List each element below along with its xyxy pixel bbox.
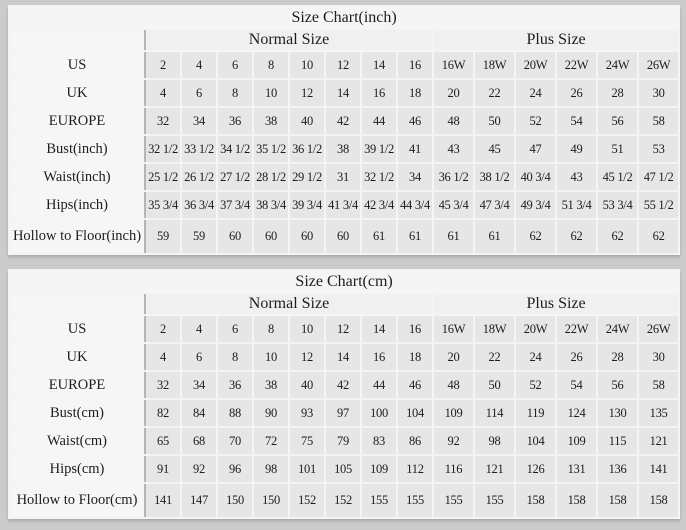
- size-cell: 50: [474, 371, 515, 399]
- size-cell: 35 3/4: [145, 191, 181, 219]
- size-cell: 130: [597, 399, 638, 427]
- row-label: Bust(inch): [9, 135, 145, 163]
- size-cell: 8: [253, 315, 289, 343]
- size-cell: 40 3/4: [515, 163, 556, 191]
- size-cell: 136: [597, 455, 638, 483]
- size-cell: 47 3/4: [474, 191, 515, 219]
- size-cell: 26 1/2: [181, 163, 217, 191]
- size-cell: 93: [289, 399, 325, 427]
- size-cell: 39 3/4: [289, 191, 325, 219]
- size-cell: 28 1/2: [253, 163, 289, 191]
- size-cell: 90: [253, 399, 289, 427]
- size-cell: 40: [289, 371, 325, 399]
- size-cell: 8: [253, 51, 289, 79]
- size-cell: 37 3/4: [217, 191, 253, 219]
- size-cell: 2: [145, 51, 181, 79]
- size-cell: 59: [145, 219, 181, 254]
- size-cell: 109: [433, 399, 474, 427]
- row-label: Hollow to Floor(cm): [9, 483, 145, 518]
- size-cell: 72: [253, 427, 289, 455]
- size-cell: 79: [325, 427, 361, 455]
- size-cell: 48: [433, 371, 474, 399]
- size-cell: 18W: [474, 315, 515, 343]
- size-cell: 60: [217, 219, 253, 254]
- size-cell: 4: [181, 51, 217, 79]
- size-cell: 30: [638, 343, 679, 371]
- size-cell: 53 3/4: [597, 191, 638, 219]
- size-cell: 44: [361, 107, 397, 135]
- size-cell: 32: [145, 371, 181, 399]
- size-cell: 18: [397, 79, 433, 107]
- size-cell: 32: [145, 107, 181, 135]
- size-cell: 24: [515, 79, 556, 107]
- size-chart-inch-body: [9, 51, 679, 254]
- size-cell: 29 1/2: [289, 163, 325, 191]
- size-cell: 109: [556, 427, 597, 455]
- size-cell: 43: [433, 135, 474, 163]
- size-cell: 14: [361, 51, 397, 79]
- size-cell: 41 3/4: [325, 191, 361, 219]
- size-cell: 47: [515, 135, 556, 163]
- size-cell: 52: [515, 371, 556, 399]
- size-cell: 28: [597, 79, 638, 107]
- size-cell: 104: [515, 427, 556, 455]
- size-cell: 100: [361, 399, 397, 427]
- size-cell: 91: [145, 455, 181, 483]
- size-cell: 147: [181, 483, 217, 518]
- size-cell: 20: [433, 343, 474, 371]
- size-cell: 36 1/2: [433, 163, 474, 191]
- size-cell: 60: [289, 219, 325, 254]
- size-cell: 158: [597, 483, 638, 518]
- size-cell: 97: [325, 399, 361, 427]
- size-cell: 42: [325, 107, 361, 135]
- size-cell: 32 1/2: [361, 163, 397, 191]
- size-cell: 41: [397, 135, 433, 163]
- size-cell: 46: [397, 371, 433, 399]
- size-cell: 44 3/4: [397, 191, 433, 219]
- size-cell: 98: [474, 427, 515, 455]
- size-cell: 26W: [638, 315, 679, 343]
- size-cell: 31: [325, 163, 361, 191]
- size-cell: 38 3/4: [253, 191, 289, 219]
- size-cell: 61: [397, 219, 433, 254]
- row-label: Hips(inch): [9, 191, 145, 219]
- size-cell: 158: [515, 483, 556, 518]
- size-cell: 45 3/4: [433, 191, 474, 219]
- size-cell: 60: [253, 219, 289, 254]
- size-cell: 141: [145, 483, 181, 518]
- size-cell: 22: [474, 343, 515, 371]
- size-cell: 45: [474, 135, 515, 163]
- row-label: Hollow to Floor(inch): [9, 219, 145, 254]
- table-row: [9, 371, 679, 399]
- normal-size-header: Normal Size: [145, 293, 433, 315]
- size-cell: 14: [325, 79, 361, 107]
- size-cell: 150: [217, 483, 253, 518]
- size-cell: 20W: [515, 315, 556, 343]
- size-cell: 158: [638, 483, 679, 518]
- size-cell: 28: [597, 343, 638, 371]
- size-cell: 124: [556, 399, 597, 427]
- size-cell: 24: [515, 343, 556, 371]
- size-cell: 84: [181, 399, 217, 427]
- size-cell: 126: [515, 455, 556, 483]
- size-cell: 119: [515, 399, 556, 427]
- size-cell: 62: [556, 219, 597, 254]
- size-cell: 16W: [433, 51, 474, 79]
- size-cell: 109: [361, 455, 397, 483]
- size-cell: 68: [181, 427, 217, 455]
- size-cell: 2: [145, 315, 181, 343]
- size-cell: 155: [397, 483, 433, 518]
- size-cell: 112: [397, 455, 433, 483]
- size-cell: 36 1/2: [289, 135, 325, 163]
- size-cell: 14: [361, 315, 397, 343]
- size-cell: 82: [145, 399, 181, 427]
- size-cell: 92: [181, 455, 217, 483]
- column-group-row: [9, 29, 679, 51]
- row-label: UK: [9, 79, 145, 107]
- size-cell: 16W: [433, 315, 474, 343]
- size-cell: 16: [361, 343, 397, 371]
- size-cell: 22: [474, 79, 515, 107]
- size-cell: 61: [474, 219, 515, 254]
- size-cell: 6: [181, 343, 217, 371]
- size-cell: 52: [515, 107, 556, 135]
- size-cell: 10: [289, 315, 325, 343]
- table-row: [9, 455, 679, 483]
- size-cell: 40: [289, 107, 325, 135]
- size-cell: 36: [217, 371, 253, 399]
- size-cell: 43: [556, 163, 597, 191]
- size-cell: 4: [145, 79, 181, 107]
- size-cell: 61: [433, 219, 474, 254]
- plus-size-header: Plus Size: [433, 29, 679, 51]
- size-cell: 34 1/2: [217, 135, 253, 163]
- size-cell: 51 3/4: [556, 191, 597, 219]
- size-cell: 83: [361, 427, 397, 455]
- size-cell: 58: [638, 107, 679, 135]
- size-cell: 56: [597, 371, 638, 399]
- size-cell: 51: [597, 135, 638, 163]
- table-row: [9, 315, 679, 343]
- size-cell: 121: [638, 427, 679, 455]
- size-cell: 12: [289, 343, 325, 371]
- size-cell: 65: [145, 427, 181, 455]
- size-cell: 26: [556, 343, 597, 371]
- size-cell: 32 1/2: [145, 135, 181, 163]
- column-group-row: [9, 293, 679, 315]
- size-cell: 46: [397, 107, 433, 135]
- size-cell: 55 1/2: [638, 191, 679, 219]
- table-row: [9, 163, 679, 191]
- size-cell: 33 1/2: [181, 135, 217, 163]
- row-label: EUROPE: [9, 371, 145, 399]
- size-cell: 38 1/2: [474, 163, 515, 191]
- size-cell: 12: [325, 315, 361, 343]
- size-cell: 20: [433, 79, 474, 107]
- size-cell: 38: [253, 107, 289, 135]
- size-cell: 135: [638, 399, 679, 427]
- corner-cell: [9, 293, 145, 315]
- size-cell: 48: [433, 107, 474, 135]
- size-cell: 50: [474, 107, 515, 135]
- size-cell: 53: [638, 135, 679, 163]
- size-cell: 24W: [597, 315, 638, 343]
- size-cell: 62: [638, 219, 679, 254]
- chart-title: Size Chart(inch): [9, 6, 679, 29]
- size-cell: 101: [289, 455, 325, 483]
- size-cell: 150: [253, 483, 289, 518]
- size-cell: 8: [217, 343, 253, 371]
- row-label: US: [9, 51, 145, 79]
- corner-cell: [9, 29, 145, 51]
- size-cell: 16: [397, 51, 433, 79]
- size-cell: 36 3/4: [181, 191, 217, 219]
- row-label: UK: [9, 343, 145, 371]
- size-cell: 54: [556, 371, 597, 399]
- size-chart-inch-table: [8, 5, 680, 255]
- size-cell: 36: [217, 107, 253, 135]
- title-row: [9, 270, 679, 293]
- row-label: EUROPE: [9, 107, 145, 135]
- size-cell: 115: [597, 427, 638, 455]
- size-cell: 6: [217, 315, 253, 343]
- normal-size-header: Normal Size: [145, 29, 433, 51]
- size-cell: 61: [361, 219, 397, 254]
- size-cell: 26W: [638, 51, 679, 79]
- size-cell: 141: [638, 455, 679, 483]
- size-cell: 158: [556, 483, 597, 518]
- size-cell: 75: [289, 427, 325, 455]
- size-cell: 38: [325, 135, 361, 163]
- table-row: [9, 343, 679, 371]
- row-label: Hips(cm): [9, 455, 145, 483]
- size-cell: 10: [289, 51, 325, 79]
- row-label: Waist(cm): [9, 427, 145, 455]
- chart-title: Size Chart(cm): [9, 270, 679, 293]
- size-cell: 16: [361, 79, 397, 107]
- size-cell: 155: [361, 483, 397, 518]
- size-cell: 10: [253, 343, 289, 371]
- size-cell: 34: [181, 107, 217, 135]
- size-cell: 4: [145, 343, 181, 371]
- title-row: [9, 6, 679, 29]
- size-cell: 22W: [556, 51, 597, 79]
- size-cell: 49 3/4: [515, 191, 556, 219]
- table-row: [9, 427, 679, 455]
- row-label: Waist(inch): [9, 163, 145, 191]
- row-label: Bust(cm): [9, 399, 145, 427]
- size-cell: 18: [397, 343, 433, 371]
- size-cell: 96: [217, 455, 253, 483]
- size-cell: 14: [325, 343, 361, 371]
- size-cell: 62: [597, 219, 638, 254]
- size-cell: 26: [556, 79, 597, 107]
- size-cell: 25 1/2: [145, 163, 181, 191]
- size-cell: 34: [397, 163, 433, 191]
- size-cell: 58: [638, 371, 679, 399]
- size-cell: 56: [597, 107, 638, 135]
- size-cell: 105: [325, 455, 361, 483]
- size-cell: 54: [556, 107, 597, 135]
- size-cell: 16: [397, 315, 433, 343]
- table-row: [9, 135, 679, 163]
- size-cell: 6: [181, 79, 217, 107]
- table-row: [9, 107, 679, 135]
- size-cell: 35 1/2: [253, 135, 289, 163]
- size-cell: 18W: [474, 51, 515, 79]
- size-cell: 8: [217, 79, 253, 107]
- size-chart-cm-table: [8, 269, 680, 519]
- size-cell: 152: [289, 483, 325, 518]
- size-cell: 92: [433, 427, 474, 455]
- size-cell: 45 1/2: [597, 163, 638, 191]
- size-cell: 44: [361, 371, 397, 399]
- plus-size-header: Plus Size: [433, 293, 679, 315]
- table-row: [9, 219, 679, 254]
- row-label: US: [9, 315, 145, 343]
- size-cell: 49: [556, 135, 597, 163]
- size-cell: 152: [325, 483, 361, 518]
- size-cell: 114: [474, 399, 515, 427]
- size-cell: 116: [433, 455, 474, 483]
- size-cell: 104: [397, 399, 433, 427]
- size-cell: 30: [638, 79, 679, 107]
- table-row: [9, 191, 679, 219]
- table-gap: [8, 255, 680, 269]
- size-cell: 98: [253, 455, 289, 483]
- size-cell: 12: [325, 51, 361, 79]
- table-row: [9, 483, 679, 518]
- size-cell: 60: [325, 219, 361, 254]
- size-cell: 42: [325, 371, 361, 399]
- size-cell: 70: [217, 427, 253, 455]
- size-cell: 155: [474, 483, 515, 518]
- size-cell: 27 1/2: [217, 163, 253, 191]
- table-row: [9, 399, 679, 427]
- size-cell: 86: [397, 427, 433, 455]
- size-cell: 155: [433, 483, 474, 518]
- size-cell: 6: [217, 51, 253, 79]
- size-cell: 47 1/2: [638, 163, 679, 191]
- size-cell: 38: [253, 371, 289, 399]
- size-cell: 121: [474, 455, 515, 483]
- table-row: [9, 51, 679, 79]
- table-row: [9, 79, 679, 107]
- size-cell: 34: [181, 371, 217, 399]
- size-cell: 42 3/4: [361, 191, 397, 219]
- size-cell: 20W: [515, 51, 556, 79]
- size-cell: 39 1/2: [361, 135, 397, 163]
- size-chart-cm-body: [9, 315, 679, 518]
- size-cell: 62: [515, 219, 556, 254]
- size-cell: 12: [289, 79, 325, 107]
- size-cell: 10: [253, 79, 289, 107]
- size-cell: 131: [556, 455, 597, 483]
- size-cell: 4: [181, 315, 217, 343]
- size-cell: 88: [217, 399, 253, 427]
- size-cell: 59: [181, 219, 217, 254]
- size-cell: 22W: [556, 315, 597, 343]
- size-cell: 24W: [597, 51, 638, 79]
